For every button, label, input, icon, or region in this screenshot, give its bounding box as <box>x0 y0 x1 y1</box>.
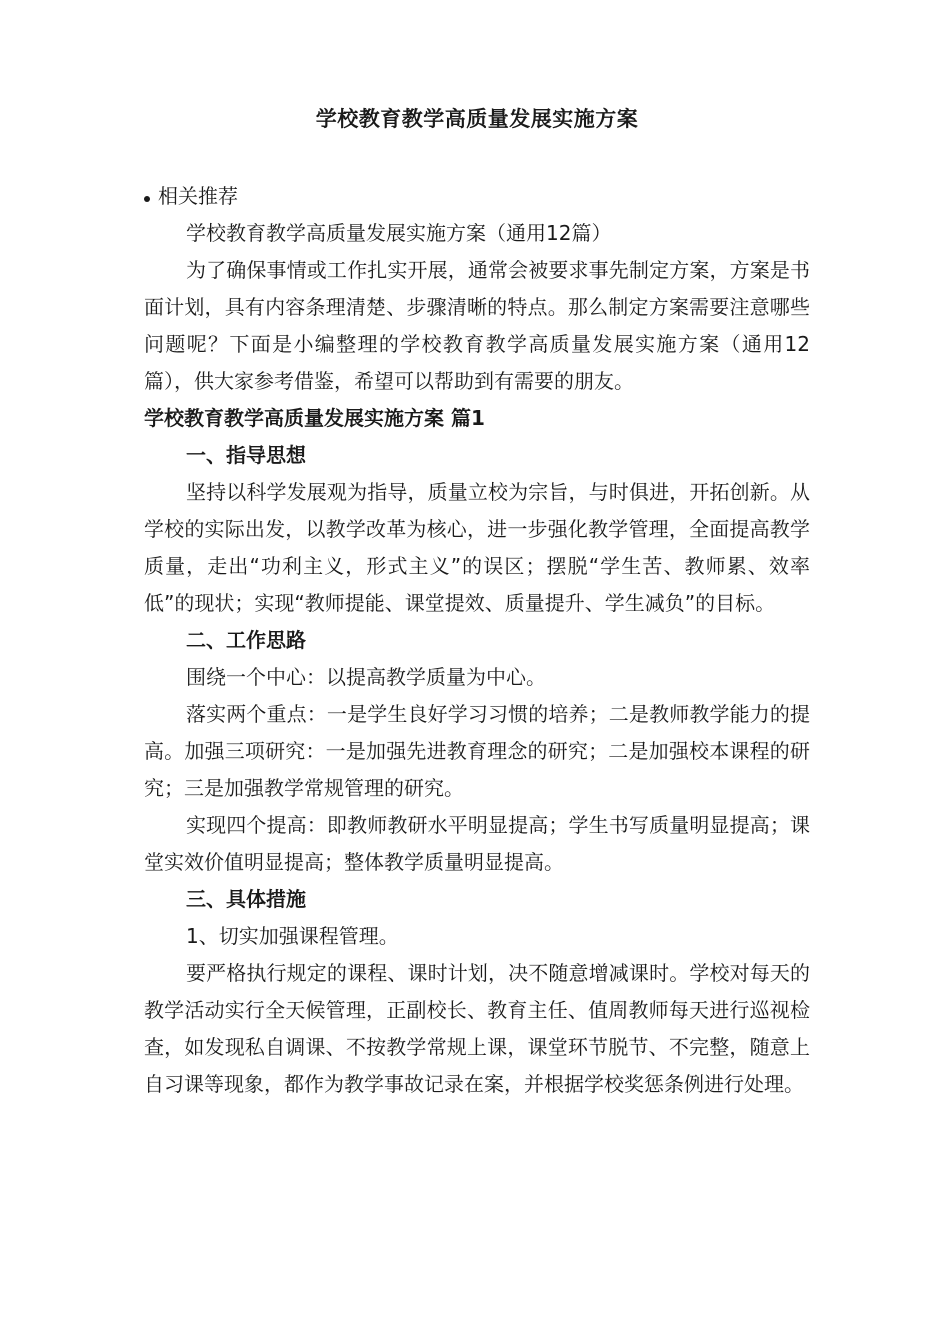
related-recommendations <box>144 178 810 215</box>
article-heading: 学校教育教学高质量发展实施方案 篇1 <box>144 406 485 430</box>
related-item-link[interactable]: 学校教育教学高质量发展实施方案（通用12篇） <box>186 221 612 245</box>
section-heading-guiding-ideology: 一、指导思想 <box>186 443 306 467</box>
work-approach-paragraph-1: 围绕一个中心：以提高教学质量为中心。 <box>186 665 546 689</box>
section-heading-specific-measures: 三、具体措施 <box>186 887 306 911</box>
section-heading-work-approach: 二、工作思路 <box>186 628 306 652</box>
bullet-icon <box>144 196 150 202</box>
document-page <box>144 104 810 1103</box>
work-approach-paragraph-2: 落实两个重点：一是学生良好学习习惯的培养；二是教师教学能力的提高。加强三项研究：一是加强先进教育理念的研究；二是加强校本课程的研究；三是加强教学常规管理的研究。 <box>144 702 810 800</box>
measure-paragraph-1: 要严格执行规定的课程、课时计划，决不随意增减课时。学校对每天的教学活动实行全天候管理，正副校长、教育主任、值周教师每天进行巡视检查，如发现私自调课、不按教学常规上课，课堂环节脱节、不完整，随意上自习课等现象，都作为教学事故记录在案，并根据学校奖惩条例进行处理。 <box>144 961 810 1096</box>
document-title: 学校教育教学高质量发展实施方案 <box>315 107 639 131</box>
work-approach-paragraph-3: 实现四个提高：即教师教研水平明显提高；学生书写质量明显提高；课堂实效价值明显提高；整体教学质量明显提高。 <box>144 813 810 874</box>
intro-paragraph: 为了确保事情或工作扎实开展，通常会被要求事先制定方案，方案是书面计划，具有内容条理清楚、步骤清晰的特点。那么制定方案需要注意哪些问题呢？下面是小编整理的学校教育教学高质量发展实施方案（通用12篇），供大家参考借鉴，希望可以帮助到有需要的朋友。 <box>144 258 810 393</box>
related-label: 相关推荐 <box>158 184 238 208</box>
measure-subheading-1: 1、切实加强课程管理。 <box>186 924 399 948</box>
guiding-ideology-paragraph: 坚持以科学发展观为指导，质量立校为宗旨，与时俱进，开拓创新。从学校的实际出发，以教学改革为核心，进一步强化教学管理，全面提高教学质量，走出“功利主义，形式主义”的误区；摆脱“学生苦、教师累、效率低”的现状；实现“教师提能、课堂提效、质量提升、学生减负”的目标。 <box>144 480 810 615</box>
